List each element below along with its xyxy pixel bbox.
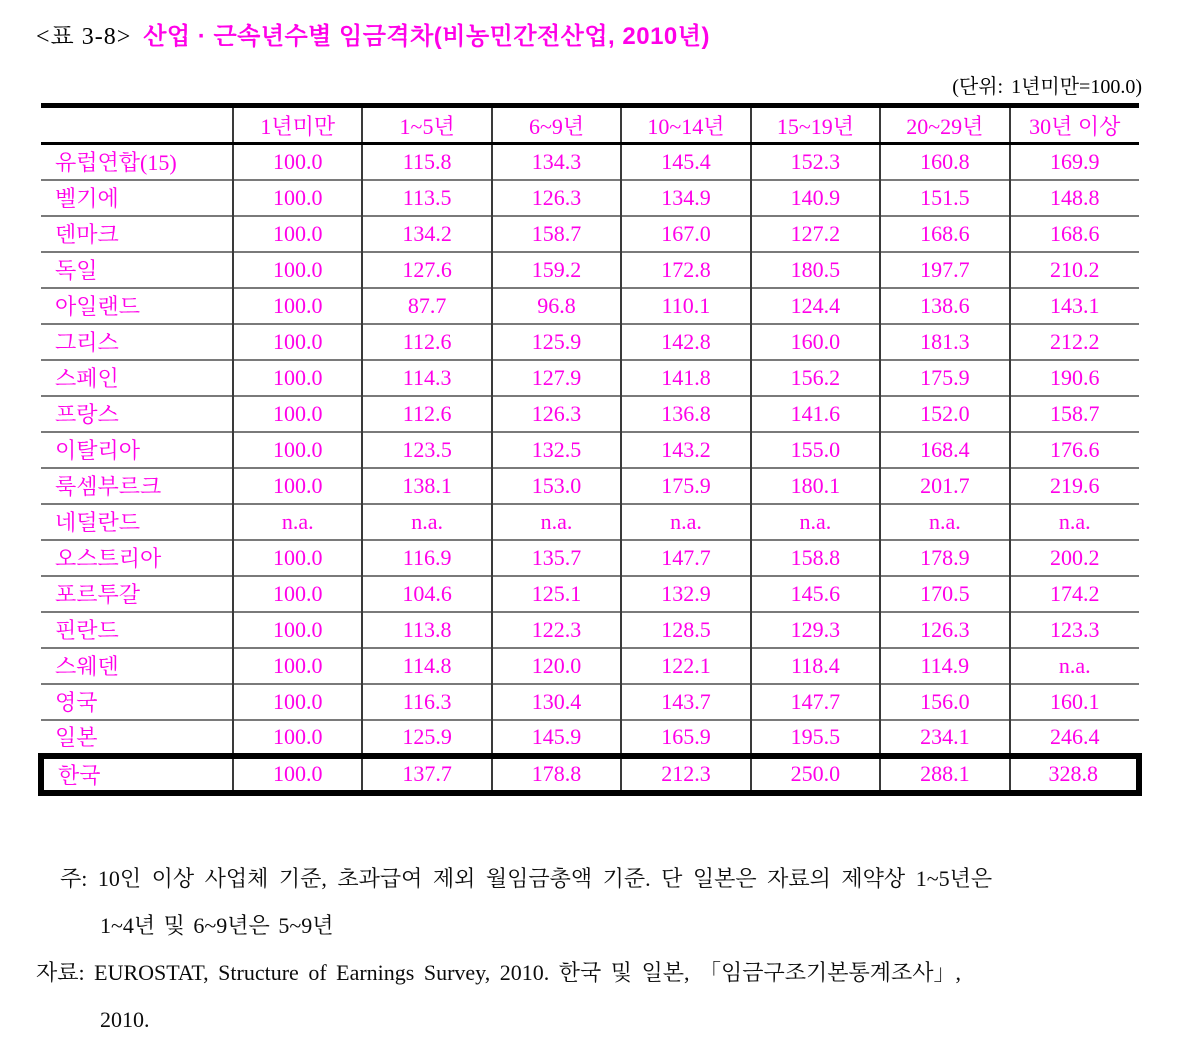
table-title: 산업 · 근속년수별 임금격차(비농민간전산업, 2010년) bbox=[143, 23, 710, 50]
column-header: 1~5년 bbox=[362, 106, 491, 144]
value-cell: 100.0 bbox=[233, 540, 362, 576]
value-cell: 168.6 bbox=[880, 216, 1009, 252]
value-cell: 178.9 bbox=[880, 540, 1009, 576]
value-cell: 168.4 bbox=[880, 432, 1009, 468]
footnotes bbox=[36, 864, 1144, 1049]
value-cell: 212.3 bbox=[621, 756, 750, 793]
value-cell: 143.1 bbox=[1010, 288, 1139, 324]
value-cell: 120.0 bbox=[492, 648, 621, 684]
value-cell: 135.7 bbox=[492, 540, 621, 576]
value-cell: 168.6 bbox=[1010, 216, 1139, 252]
row-label: 프랑스 bbox=[41, 396, 233, 432]
value-cell: 143.2 bbox=[621, 432, 750, 468]
value-cell: 134.9 bbox=[621, 180, 750, 216]
value-cell: 147.7 bbox=[751, 684, 880, 720]
value-cell: 114.9 bbox=[880, 648, 1009, 684]
value-cell: 176.6 bbox=[1010, 432, 1139, 468]
value-cell: 143.7 bbox=[621, 684, 750, 720]
value-cell: 158.7 bbox=[492, 216, 621, 252]
unit-note: (단위: 1년미만=100.0) bbox=[952, 76, 1142, 98]
value-cell: 100.0 bbox=[233, 360, 362, 396]
table-row bbox=[41, 252, 1139, 288]
source-line-1 bbox=[36, 958, 1144, 987]
value-cell: 113.5 bbox=[362, 180, 491, 216]
value-cell: 201.7 bbox=[880, 468, 1009, 504]
table-row bbox=[41, 180, 1139, 216]
value-cell: 180.1 bbox=[751, 468, 880, 504]
value-cell: 142.8 bbox=[621, 324, 750, 360]
value-cell: 100.0 bbox=[233, 468, 362, 504]
value-cell: 87.7 bbox=[362, 288, 491, 324]
row-label: 네덜란드 bbox=[41, 504, 233, 540]
value-cell: n.a. bbox=[492, 504, 621, 540]
value-cell: 116.9 bbox=[362, 540, 491, 576]
value-cell: 126.3 bbox=[880, 612, 1009, 648]
table-row bbox=[41, 648, 1139, 684]
table-row bbox=[41, 288, 1139, 324]
value-cell: 114.3 bbox=[362, 360, 491, 396]
value-cell: 151.5 bbox=[880, 180, 1009, 216]
value-cell: 100.0 bbox=[233, 684, 362, 720]
value-cell: 141.6 bbox=[751, 396, 880, 432]
row-label: 그리스 bbox=[41, 324, 233, 360]
column-header: 6~9년 bbox=[492, 106, 621, 144]
table-row bbox=[41, 504, 1139, 540]
value-cell: 140.9 bbox=[751, 180, 880, 216]
value-cell: 100.0 bbox=[233, 756, 362, 793]
source-text: EUROSTAT, Structure of Earnings Survey, 2010. 한국 및 일본, 「임금구조기본통계조사」, bbox=[94, 960, 962, 985]
header-row bbox=[41, 106, 1139, 144]
value-cell: 100.0 bbox=[233, 180, 362, 216]
value-cell: 122.1 bbox=[621, 648, 750, 684]
table-row bbox=[41, 612, 1139, 648]
row-label: 룩셈부르크 bbox=[41, 468, 233, 504]
value-cell: 125.9 bbox=[492, 324, 621, 360]
value-cell: 137.7 bbox=[362, 756, 491, 793]
value-cell: 158.7 bbox=[1010, 396, 1139, 432]
value-cell: 212.2 bbox=[1010, 324, 1139, 360]
value-cell: 123.3 bbox=[1010, 612, 1139, 648]
column-header: 1년미만 bbox=[233, 106, 362, 144]
value-cell: 100.0 bbox=[233, 432, 362, 468]
note-line-2: 1~4년 및 6~9년은 5~9년 bbox=[100, 913, 334, 938]
value-cell: 122.3 bbox=[492, 612, 621, 648]
value-cell: 100.0 bbox=[233, 252, 362, 288]
value-cell: 134.2 bbox=[362, 216, 491, 252]
value-cell: 190.6 bbox=[1010, 360, 1139, 396]
value-cell: 100.0 bbox=[233, 612, 362, 648]
value-cell: 124.4 bbox=[751, 288, 880, 324]
value-cell: 145.9 bbox=[492, 720, 621, 756]
value-cell: 96.8 bbox=[492, 288, 621, 324]
table-row bbox=[41, 144, 1139, 180]
value-cell: 104.6 bbox=[362, 576, 491, 612]
value-cell: 158.8 bbox=[751, 540, 880, 576]
row-label: 한국 bbox=[41, 756, 233, 793]
value-cell: n.a. bbox=[1010, 648, 1139, 684]
value-cell: 159.2 bbox=[492, 252, 621, 288]
value-cell: 172.8 bbox=[621, 252, 750, 288]
value-cell: 200.2 bbox=[1010, 540, 1139, 576]
row-label: 덴마크 bbox=[41, 216, 233, 252]
note-line-1 bbox=[60, 864, 1144, 893]
value-cell: 100.0 bbox=[233, 576, 362, 612]
value-cell: 174.2 bbox=[1010, 576, 1139, 612]
value-cell: 156.0 bbox=[880, 684, 1009, 720]
table-row bbox=[41, 720, 1139, 756]
value-cell: 110.1 bbox=[621, 288, 750, 324]
row-label: 독일 bbox=[41, 252, 233, 288]
value-cell: 114.8 bbox=[362, 648, 491, 684]
value-cell: n.a. bbox=[621, 504, 750, 540]
table-row-highlighted bbox=[41, 756, 1139, 793]
value-cell: 100.0 bbox=[233, 324, 362, 360]
value-cell: 100.0 bbox=[233, 288, 362, 324]
table-row bbox=[41, 396, 1139, 432]
table-body bbox=[41, 144, 1139, 793]
value-cell: 113.8 bbox=[362, 612, 491, 648]
row-label: 벨기에 bbox=[41, 180, 233, 216]
column-header: 15~19년 bbox=[751, 106, 880, 144]
value-cell: n.a. bbox=[362, 504, 491, 540]
value-cell: 175.9 bbox=[880, 360, 1009, 396]
value-cell: 138.1 bbox=[362, 468, 491, 504]
value-cell: 328.8 bbox=[1010, 756, 1139, 793]
value-cell: 167.0 bbox=[621, 216, 750, 252]
value-cell: 175.9 bbox=[621, 468, 750, 504]
value-cell: 165.9 bbox=[621, 720, 750, 756]
value-cell: 100.0 bbox=[233, 216, 362, 252]
value-cell: 132.9 bbox=[621, 576, 750, 612]
value-cell: 145.6 bbox=[751, 576, 880, 612]
value-cell: 170.5 bbox=[880, 576, 1009, 612]
header-empty-cell bbox=[41, 106, 233, 144]
source-label: 자료: bbox=[36, 960, 85, 985]
value-cell: 126.3 bbox=[492, 396, 621, 432]
value-cell: 219.6 bbox=[1010, 468, 1139, 504]
value-cell: 160.1 bbox=[1010, 684, 1139, 720]
value-cell: 136.8 bbox=[621, 396, 750, 432]
value-cell: 178.8 bbox=[492, 756, 621, 793]
value-cell: n.a. bbox=[880, 504, 1009, 540]
row-label: 영국 bbox=[41, 684, 233, 720]
row-label: 유럽연합(15) bbox=[55, 150, 177, 176]
column-header: 30년 이상 bbox=[1010, 106, 1139, 144]
value-cell: 132.5 bbox=[492, 432, 621, 468]
table-row bbox=[41, 684, 1139, 720]
value-cell: n.a. bbox=[1010, 504, 1139, 540]
value-cell: 128.5 bbox=[621, 612, 750, 648]
table-header bbox=[41, 106, 1139, 144]
value-cell: 197.7 bbox=[880, 252, 1009, 288]
value-cell: 180.5 bbox=[751, 252, 880, 288]
column-header: 10~14년 bbox=[621, 106, 750, 144]
row-label: 이탈리아 bbox=[41, 432, 233, 468]
value-cell: 210.2 bbox=[1010, 252, 1139, 288]
value-cell: 250.0 bbox=[751, 756, 880, 793]
value-cell: 126.3 bbox=[492, 180, 621, 216]
value-cell: n.a. bbox=[233, 504, 362, 540]
value-cell: 155.0 bbox=[751, 432, 880, 468]
table-number: <표 3-8> bbox=[36, 24, 132, 50]
value-cell: 118.4 bbox=[751, 648, 880, 684]
value-cell: n.a. bbox=[751, 504, 880, 540]
value-cell: 141.8 bbox=[621, 360, 750, 396]
value-cell: 160.8 bbox=[880, 144, 1009, 180]
table-row bbox=[41, 324, 1139, 360]
value-cell: 152.0 bbox=[880, 396, 1009, 432]
value-cell: 181.3 bbox=[880, 324, 1009, 360]
value-cell: 100.0 bbox=[233, 720, 362, 756]
value-cell: 100.0 bbox=[233, 396, 362, 432]
column-header: 20~29년 bbox=[880, 106, 1009, 144]
value-cell: 125.9 bbox=[362, 720, 491, 756]
value-cell: 160.0 bbox=[751, 324, 880, 360]
table-row bbox=[41, 540, 1139, 576]
value-cell: 147.7 bbox=[621, 540, 750, 576]
table-row bbox=[41, 576, 1139, 612]
row-label: 아일랜드 bbox=[41, 288, 233, 324]
value-cell: 288.1 bbox=[880, 756, 1009, 793]
value-cell: 125.1 bbox=[492, 576, 621, 612]
row-label: 스페인 bbox=[41, 360, 233, 396]
value-cell: 134.3 bbox=[492, 144, 621, 180]
value-cell: 145.4 bbox=[621, 144, 750, 180]
table-caption bbox=[36, 16, 710, 51]
value-cell: 112.6 bbox=[362, 396, 491, 432]
value-cell: 153.0 bbox=[492, 468, 621, 504]
value-cell: 127.6 bbox=[362, 252, 491, 288]
value-cell: 129.3 bbox=[751, 612, 880, 648]
value-cell: 234.1 bbox=[880, 720, 1009, 756]
value-cell: 148.8 bbox=[1010, 180, 1139, 216]
value-cell: 127.9 bbox=[492, 360, 621, 396]
note-text: 10인 이상 사업체 기준, 초과급여 제외 월임금총액 기준. 단 일본은 자료의 제약상 1~5년은 bbox=[97, 866, 993, 891]
wage-gap-table bbox=[38, 103, 1142, 796]
value-cell: 152.3 bbox=[751, 144, 880, 180]
row-label: 오스트리아 bbox=[41, 540, 233, 576]
value-cell: 246.4 bbox=[1010, 720, 1139, 756]
row-label: 핀란드 bbox=[41, 612, 233, 648]
value-cell: 127.2 bbox=[751, 216, 880, 252]
row-label: 일본 bbox=[41, 720, 233, 756]
table-row bbox=[41, 216, 1139, 252]
value-cell: 169.9 bbox=[1010, 144, 1139, 180]
value-cell: 115.8 bbox=[362, 144, 491, 180]
value-cell: 123.5 bbox=[362, 432, 491, 468]
value-cell: 116.3 bbox=[362, 684, 491, 720]
value-cell: 156.2 bbox=[751, 360, 880, 396]
value-cell: 130.4 bbox=[492, 684, 621, 720]
source-line-2: 2010. bbox=[100, 1007, 150, 1032]
value-cell: 112.6 bbox=[362, 324, 491, 360]
row-label: 포르투갈 bbox=[41, 576, 233, 612]
value-cell: 138.6 bbox=[880, 288, 1009, 324]
table-row bbox=[41, 360, 1139, 396]
value-cell: 100.0 bbox=[233, 144, 362, 180]
row-label: 스웨덴 bbox=[41, 648, 233, 684]
value-cell: 195.5 bbox=[751, 720, 880, 756]
table-row bbox=[41, 468, 1139, 504]
value-cell: 100.0 bbox=[233, 648, 362, 684]
table-row bbox=[41, 432, 1139, 468]
note-label: 주: bbox=[60, 866, 88, 891]
